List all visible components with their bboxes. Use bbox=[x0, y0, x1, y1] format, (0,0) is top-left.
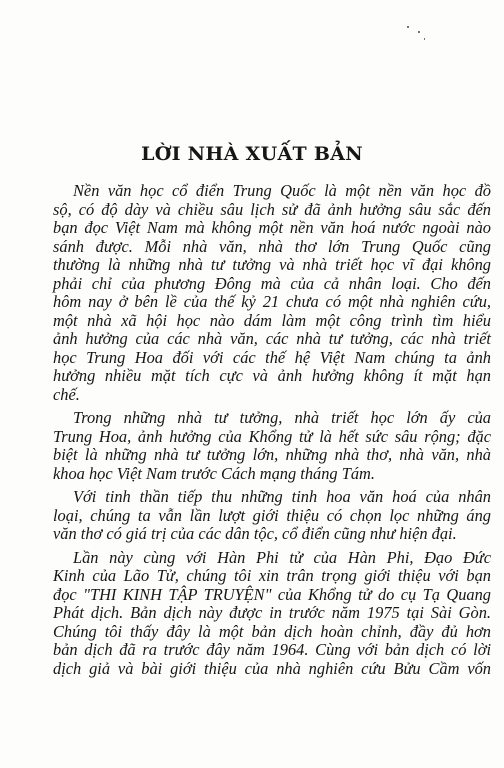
preface-text bbox=[53, 182, 491, 678]
text-line: biệt là những nhà tư tưởng lớn, những nhà thơ, nhà văn, nhà bbox=[53, 445, 491, 464]
text-line: Kinh của Lão Tử, chúng tôi xin trân trọng giới thiệu với bạn bbox=[53, 566, 491, 585]
scan-speck bbox=[418, 31, 420, 33]
text-line: đọc "THI KINH TẬP TRUYỆN" của Khổng tử do cụ Tạ Quang bbox=[53, 584, 491, 604]
text-line: khoa học Việt Nam trước Cách mạng tháng Tám. bbox=[53, 463, 375, 483]
text-line: học Trung Hoa đối với các thế hệ Việt Nam chúng ta ảnh bbox=[53, 347, 491, 367]
page-title: LỜI NHÀ XUẤT BẢN bbox=[141, 143, 363, 165]
text-line: hưởng nhiều mặt tích cực và ảnh hưởng không ít mặt hạn bbox=[53, 366, 491, 385]
text-line: sánh được. Mỗi nhà văn, nhà thơ lớn Trung Quốc cũng bbox=[53, 236, 491, 256]
text-line: văn thơ có giá trị của các dân tộc, cổ điển cũng như hiện đại. bbox=[53, 524, 457, 543]
text-line: dịch giả và bài giới thiệu của nhà nghiên cứu Bửu Cầm vốn bbox=[53, 658, 491, 678]
text-line: Trong những nhà tư tưởng, nhà triết học lớn ấy của bbox=[73, 408, 491, 427]
text-line: thường là những nhà tư tưởng và nhà triết học vĩ đại không bbox=[53, 255, 491, 274]
text-line: hôm nay ở bên lề của thế kỷ 21 chưa có một nhà nghiên cứu, bbox=[53, 292, 491, 311]
text-line: Chúng tôi thấy đây là một bản dịch hoàn chỉnh, đầy đủ hơn bbox=[53, 621, 491, 641]
text-line: bạn đọc Việt Nam mà không một nền văn hoá nước ngoài nào bbox=[53, 218, 491, 237]
text-line: Nền văn học cổ điển Trung Quốc là một nền văn học đồ bbox=[73, 181, 491, 200]
text-line: phải chỉ của phương Đông mà của cả nhân loại. Cho đến bbox=[53, 273, 491, 293]
text-line: ảnh hưởng của các nhà văn, các nhà tư tưởng, các nhà triết bbox=[53, 329, 491, 348]
text-line: chế. bbox=[53, 384, 80, 404]
text-line: loại, chúng ta vẫn lần lượt giới thiệu có chọn lọc những áng bbox=[53, 505, 491, 525]
text-line: sộ, có độ dày và chiều sâu lịch sử đã ảnh hưởng sâu sắc đến bbox=[53, 199, 491, 219]
text-line: Phát dịch. Bản dịch này được in trước năm 1975 tại Sài Gòn. bbox=[53, 603, 491, 622]
text-line: Với tinh thần tiếp thu những tinh hoa văn hoá của nhân bbox=[73, 487, 491, 506]
text-line: Trung Hoa, ảnh hưởng của Khổng tử là hết sức sâu rộng; đặc bbox=[53, 426, 491, 446]
text-line: Lần này cùng với Hàn Phi tử của Hàn Phi, Đạo Đức bbox=[73, 547, 491, 567]
text-line: bản dịch đã ra trước đây năm 1964. Cùng với bản dịch có lời bbox=[53, 640, 491, 659]
scan-speck bbox=[424, 38, 425, 40]
scan-speck bbox=[407, 26, 409, 28]
text-line: một nhà xã hội học nào dám làm một công trình tìm hiểu bbox=[53, 310, 491, 330]
